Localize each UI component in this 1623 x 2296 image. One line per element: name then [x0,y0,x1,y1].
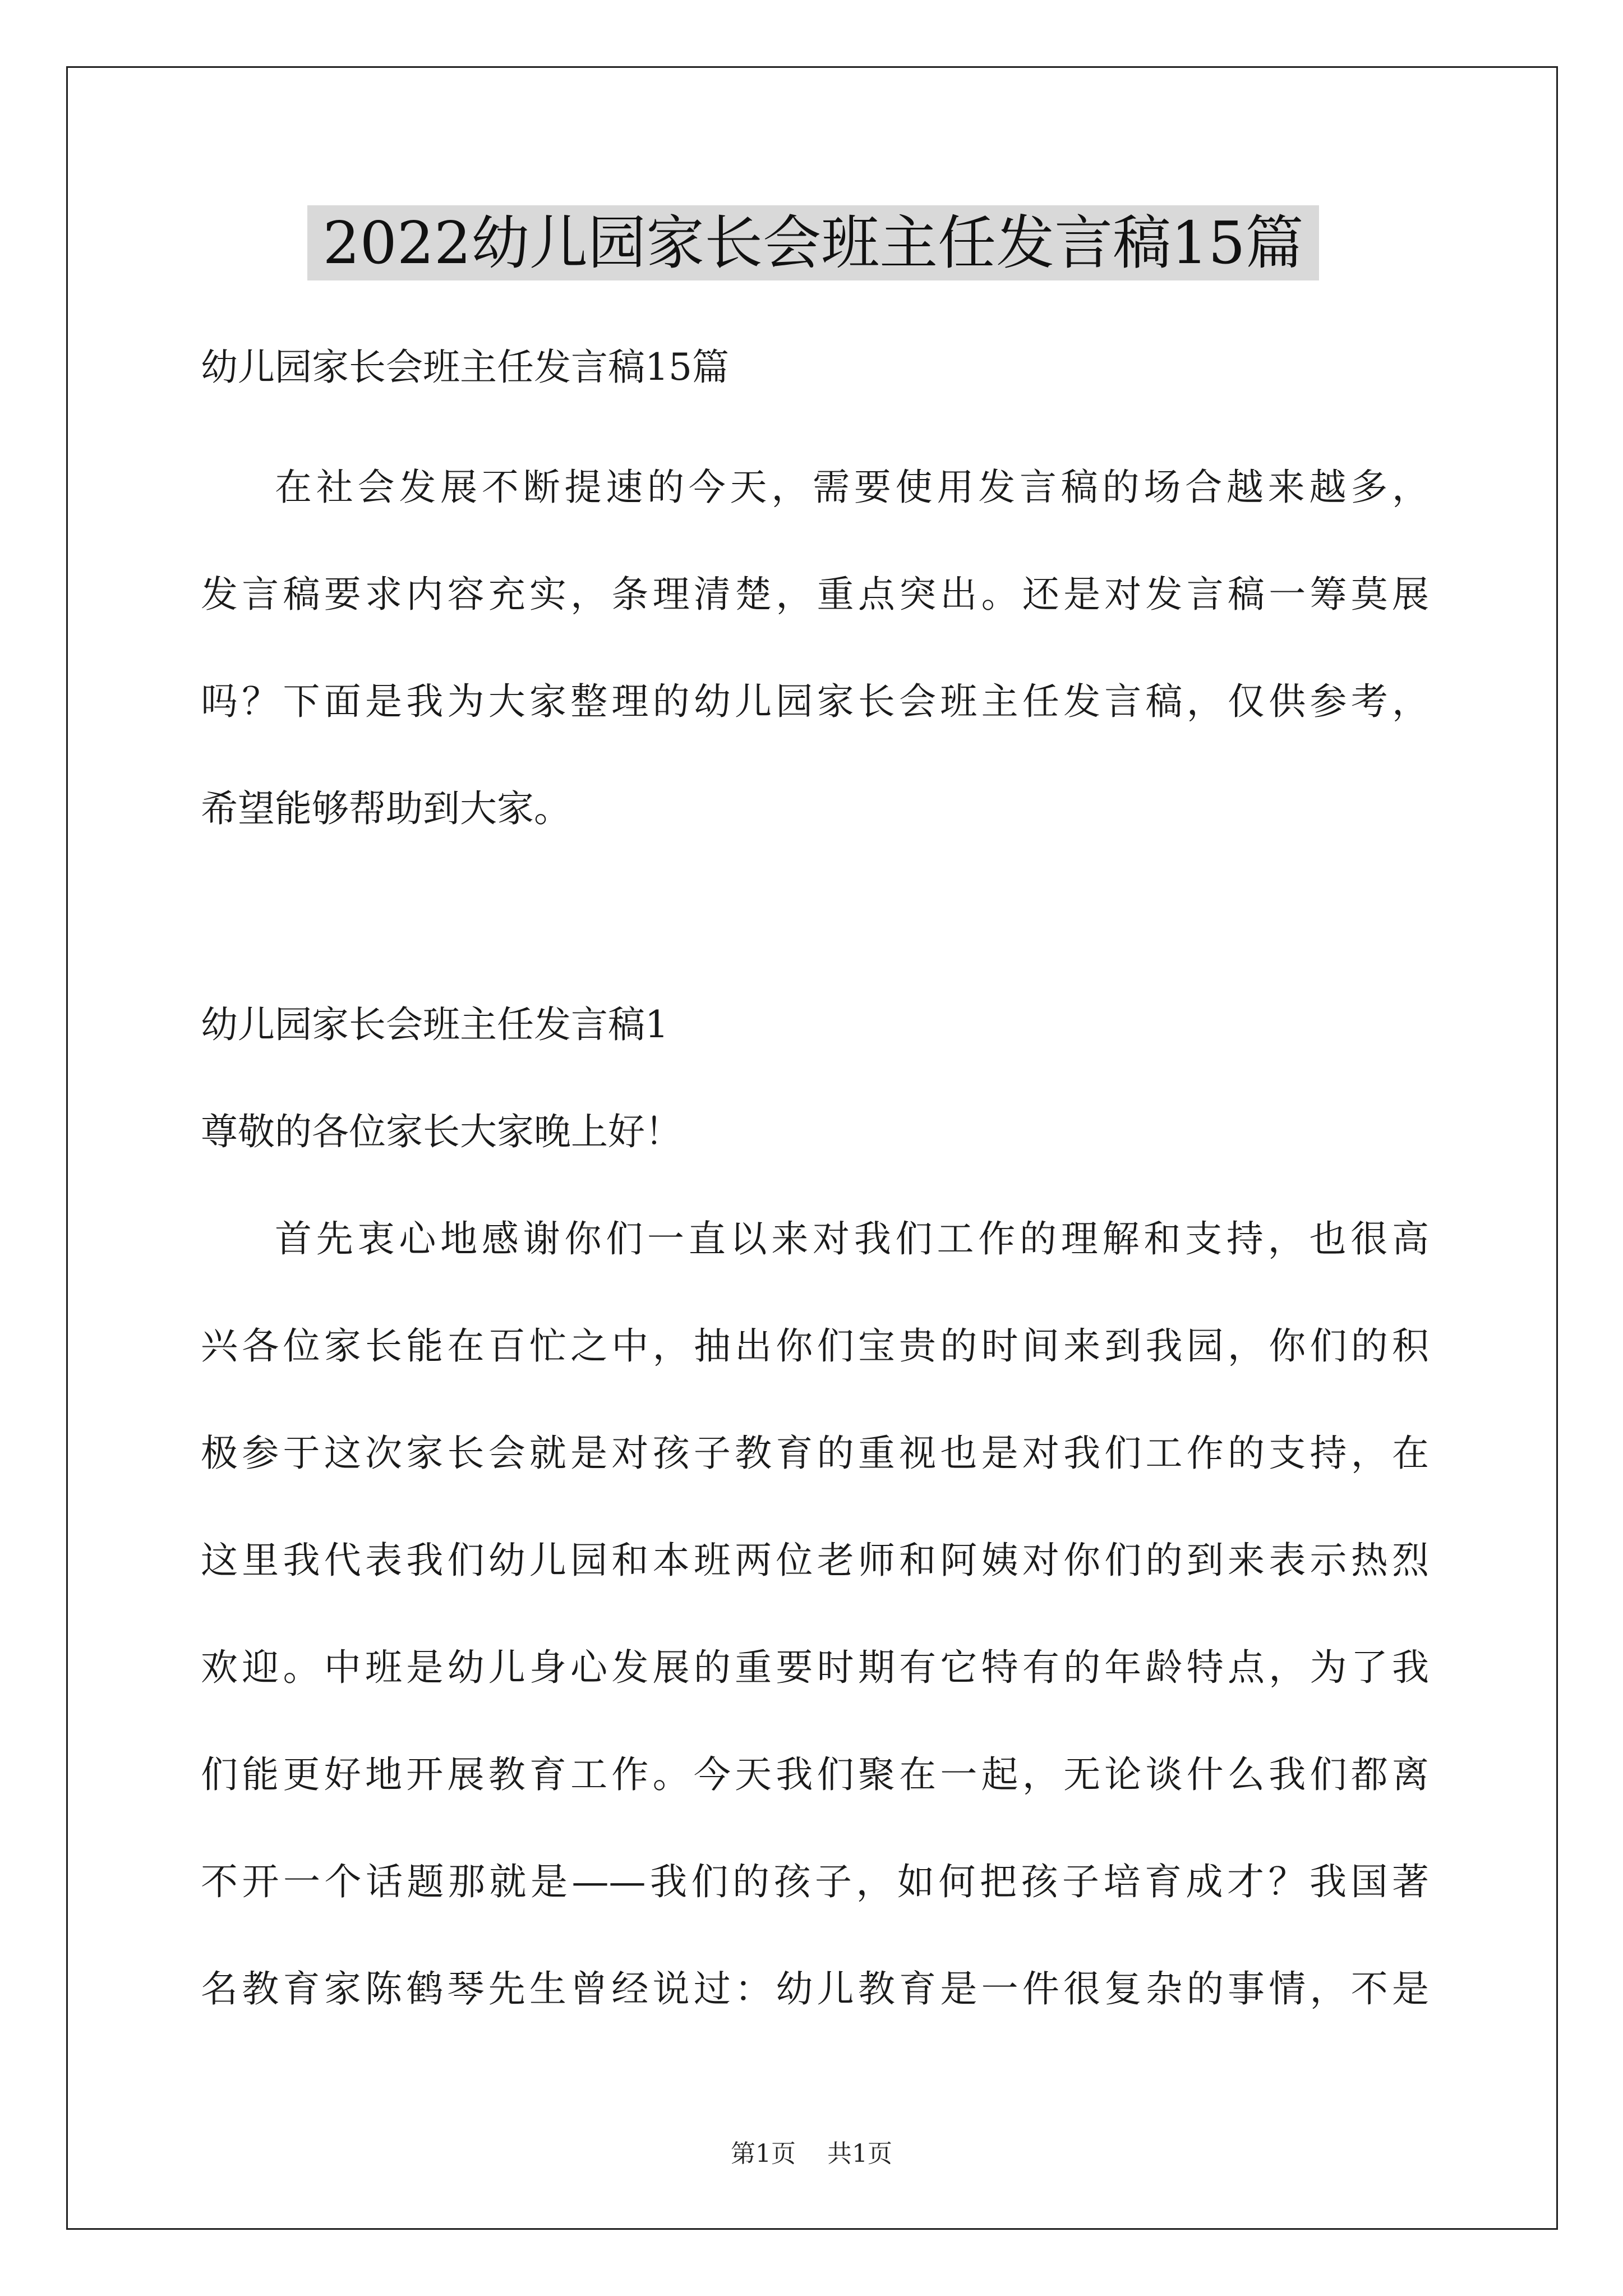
page-footer: 第1页 共1页 [731,2139,892,2168]
intro-line: 希望能够帮助到大家。 [201,787,571,830]
body-line: 首先衷心地感谢你们一直以来对我们工作的理解和支持，也很高 [275,1217,1429,1260]
body-line: 名教育家陈鹤琴先生曾经说过：幼儿教育是一件很复杂的事情，不是 [201,1967,1429,2010]
intro-line: 在社会发展不断提速的今天，需要使用发言稿的场合越来越多， [275,466,1429,509]
body-line: 们能更好地开展教育工作。今天我们聚在一起，无论谈什么我们都离 [201,1753,1429,1796]
body-line: 欢迎。中班是幼儿身心发展的重要时期有它特有的年龄特点，为了我 [201,1646,1429,1689]
intro-line: 吗？下面是我为大家整理的幼儿园家长会班主任发言稿，仅供参考， [201,680,1429,723]
body-line: 极参于这次家长会就是对孩子教育的重视也是对我们工作的支持，在 [201,1432,1429,1475]
document-title: 2022幼儿园家长会班主任发言稿15篇 [307,205,1319,280]
intro-line: 发言稿要求内容充实，条理清楚，重点突出。还是对发言稿一筹莫展 [201,573,1429,616]
document-subtitle: 幼儿园家长会班主任发言稿15篇 [201,346,729,389]
body-line: 兴各位家长能在百忙之中，抽出你们宝贵的时间来到我园，你们的积 [201,1324,1429,1368]
greeting-line: 尊敬的各位家长大家晚上好！ [201,1110,682,1153]
body-line: 这里我代表我们幼儿园和本班两位老师和阿姨对你们的到来表示热烈 [201,1539,1429,1582]
section-heading: 幼儿园家长会班主任发言稿1 [201,1003,668,1046]
body-line: 不开一个话题那就是——我们的孩子，如何把孩子培育成才？我国著 [201,1860,1429,1903]
